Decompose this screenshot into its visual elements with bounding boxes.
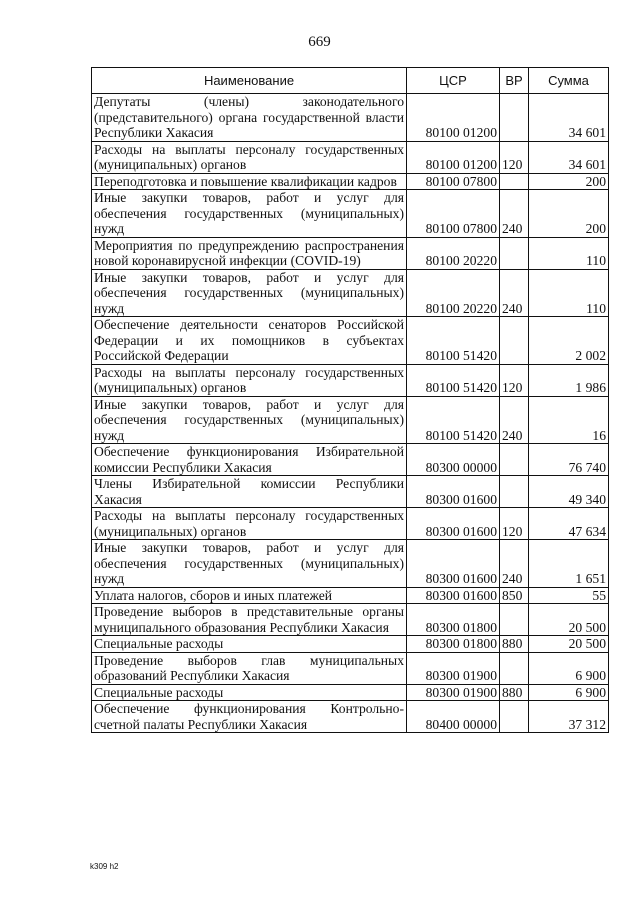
- row-sum: 200: [529, 173, 609, 190]
- row-sum: 2 002: [529, 317, 609, 365]
- row-csr: 80100 01200: [407, 141, 500, 173]
- row-name: Специальные расходы: [92, 636, 407, 653]
- table-row: [92, 684, 609, 701]
- row-sum: 6 900: [529, 684, 609, 701]
- row-csr: 80300 01600: [407, 508, 500, 540]
- row-sum: 55: [529, 587, 609, 604]
- row-name: Обеспечение функционирования Избирательной комиссии Республики Хакасия: [92, 444, 407, 476]
- budget-table: [91, 67, 609, 733]
- table-row: [92, 587, 609, 604]
- row-name: Проведение выборов в представительные органы муниципального образования Республики Хакасия: [92, 604, 407, 636]
- row-csr: 80100 51420: [407, 396, 500, 444]
- row-csr: 80400 00000: [407, 701, 500, 733]
- table-row: [92, 94, 609, 142]
- table-row: [92, 652, 609, 684]
- row-vr: [500, 604, 529, 636]
- row-csr: 80300 01900: [407, 652, 500, 684]
- table-row: [92, 540, 609, 588]
- row-name: Специальные расходы: [92, 684, 407, 701]
- row-vr: 880: [500, 684, 529, 701]
- row-name: Иные закупки товаров, работ и услуг для обеспечения государственных (муниципальных) нужд: [92, 396, 407, 444]
- row-csr: 80300 01600: [407, 540, 500, 588]
- row-csr: 80100 51420: [407, 317, 500, 365]
- row-vr: [500, 173, 529, 190]
- row-vr: [500, 652, 529, 684]
- row-sum: 200: [529, 190, 609, 238]
- table-row: [92, 604, 609, 636]
- header-sum: Сумма: [529, 68, 609, 94]
- row-vr: [500, 317, 529, 365]
- row-sum: 34 601: [529, 94, 609, 142]
- row-csr: 80100 07800: [407, 173, 500, 190]
- row-vr: 240: [500, 190, 529, 238]
- row-vr: 120: [500, 364, 529, 396]
- row-name: Иные закупки товаров, работ и услуг для обеспечения государственных (муниципальных) нужд: [92, 269, 407, 317]
- table-row: [92, 364, 609, 396]
- row-name: Иные закупки товаров, работ и услуг для обеспечения государственных (муниципальных) нужд: [92, 540, 407, 588]
- row-sum: 16: [529, 396, 609, 444]
- table-row: [92, 476, 609, 508]
- row-csr: 80100 20220: [407, 237, 500, 269]
- footer-code: k309 h2: [90, 862, 119, 871]
- row-csr: 80100 01200: [407, 94, 500, 142]
- row-sum: 1 986: [529, 364, 609, 396]
- row-sum: 1 651: [529, 540, 609, 588]
- row-name: Депутаты (члены) законодательного (представительного) органа государственной власти Республики Хакасия: [92, 94, 407, 142]
- row-vr: 240: [500, 396, 529, 444]
- row-sum: 34 601: [529, 141, 609, 173]
- row-vr: 120: [500, 141, 529, 173]
- row-csr: 80300 00000: [407, 444, 500, 476]
- row-vr: 880: [500, 636, 529, 653]
- row-name: Расходы на выплаты персоналу государственных (муниципальных) органов: [92, 141, 407, 173]
- row-csr: 80300 01600: [407, 476, 500, 508]
- table-row: [92, 444, 609, 476]
- row-name: Обеспечение деятельности сенаторов Российской Федерации и их помощников в субъектах Российской Федерации: [92, 317, 407, 365]
- row-sum: 37 312: [529, 701, 609, 733]
- row-name: Проведение выборов глав муниципальных образований Республики Хакасия: [92, 652, 407, 684]
- row-sum: 47 634: [529, 508, 609, 540]
- row-vr: [500, 701, 529, 733]
- row-name: Уплата налогов, сборов и иных платежей: [92, 587, 407, 604]
- row-sum: 110: [529, 237, 609, 269]
- table-row: [92, 190, 609, 238]
- row-csr: 80300 01800: [407, 604, 500, 636]
- row-name: Мероприятия по предупреждению распространения новой коронавирусной инфекции (COVID-19): [92, 237, 407, 269]
- row-name: Иные закупки товаров, работ и услуг для обеспечения государственных (муниципальных) нужд: [92, 190, 407, 238]
- row-sum: 20 500: [529, 636, 609, 653]
- page-number: 669: [308, 34, 331, 50]
- row-name: Члены Избирательной комиссии Республики Хакасия: [92, 476, 407, 508]
- row-csr: 80300 01900: [407, 684, 500, 701]
- table-row: [92, 396, 609, 444]
- row-csr: 80100 20220: [407, 269, 500, 317]
- row-vr: 850: [500, 587, 529, 604]
- table-row: [92, 508, 609, 540]
- header-vr: ВР: [500, 68, 529, 94]
- table-row: [92, 701, 609, 733]
- row-vr: [500, 476, 529, 508]
- row-name: Переподготовка и повышение квалификации кадров: [92, 173, 407, 190]
- row-name: Расходы на выплаты персоналу государственных (муниципальных) органов: [92, 508, 407, 540]
- table-row: [92, 173, 609, 190]
- table-row: [92, 269, 609, 317]
- row-sum: 49 340: [529, 476, 609, 508]
- row-sum: 110: [529, 269, 609, 317]
- table-row: [92, 237, 609, 269]
- row-sum: 20 500: [529, 604, 609, 636]
- row-sum: 6 900: [529, 652, 609, 684]
- table-row: [92, 317, 609, 365]
- table-header-row: [92, 68, 609, 94]
- row-vr: 240: [500, 540, 529, 588]
- row-vr: [500, 237, 529, 269]
- row-sum: 76 740: [529, 444, 609, 476]
- row-vr: [500, 94, 529, 142]
- row-vr: [500, 444, 529, 476]
- row-csr: 80300 01600: [407, 587, 500, 604]
- row-csr: 80100 51420: [407, 364, 500, 396]
- row-vr: 240: [500, 269, 529, 317]
- row-csr: 80100 07800: [407, 190, 500, 238]
- table-row: [92, 141, 609, 173]
- row-csr: 80300 01800: [407, 636, 500, 653]
- table-row: [92, 636, 609, 653]
- row-name: Обеспечение функционирования Контрольно-счетной палаты Республики Хакасия: [92, 701, 407, 733]
- row-name: Расходы на выплаты персоналу государственных (муниципальных) органов: [92, 364, 407, 396]
- header-csr: ЦСР: [407, 68, 500, 94]
- row-vr: 120: [500, 508, 529, 540]
- header-name: Наименование: [92, 68, 407, 94]
